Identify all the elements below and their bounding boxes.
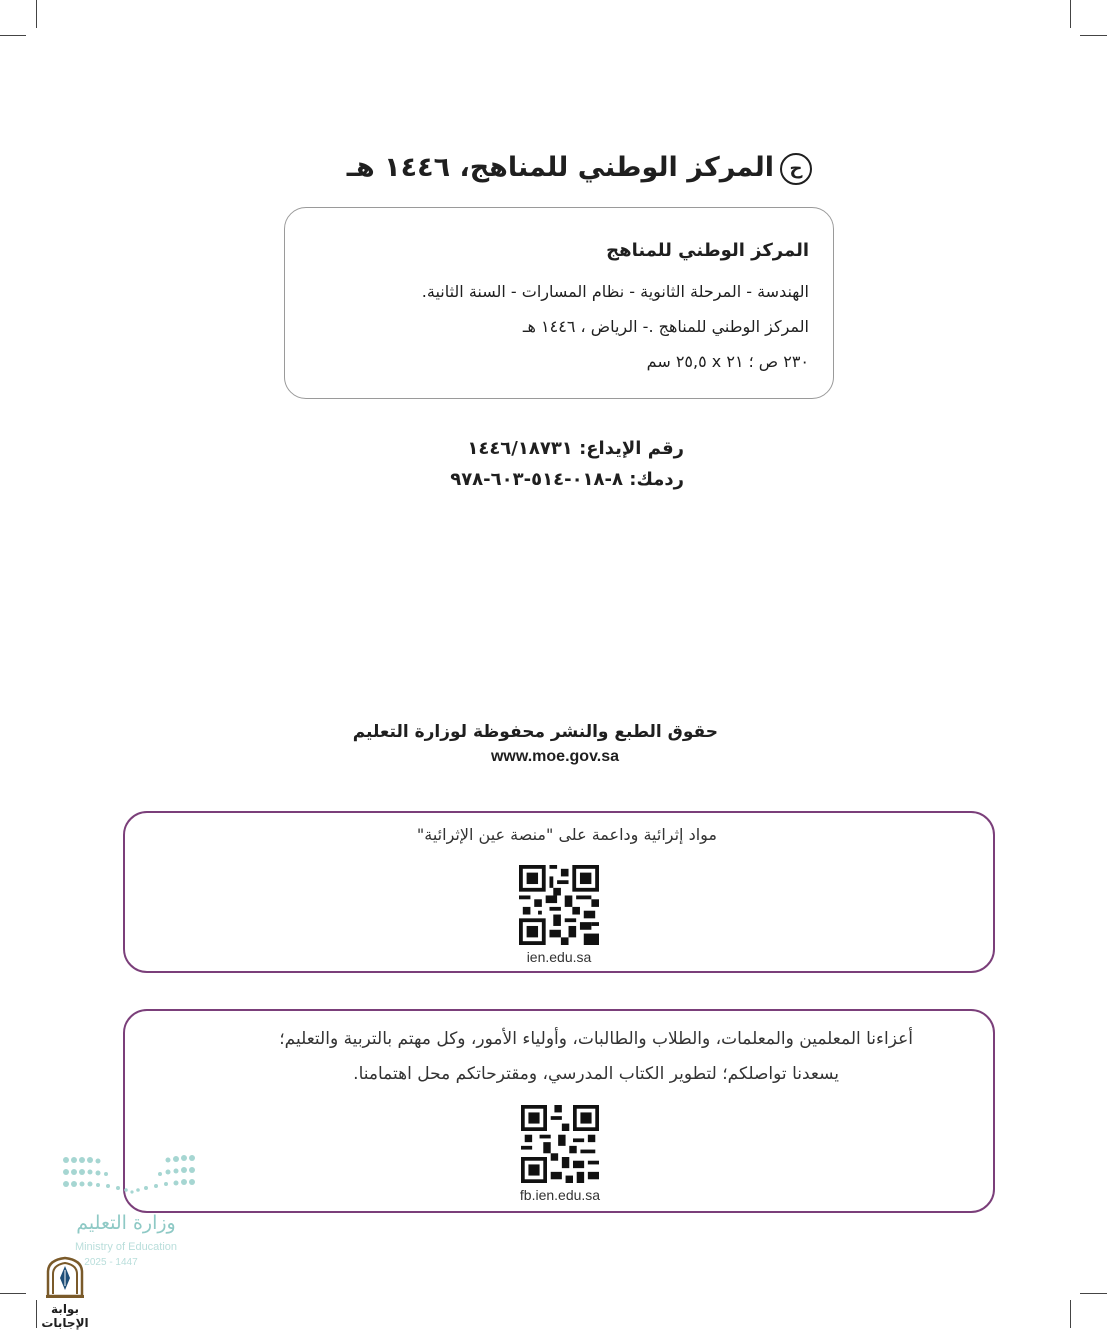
enrichment-box	[123, 811, 995, 973]
crop-mark	[0, 1293, 26, 1294]
book-pen-icon	[44, 1256, 86, 1300]
copyright-symbol: ح	[780, 153, 812, 185]
crop-mark	[36, 0, 37, 28]
page-title	[340, 152, 812, 185]
ministry-year: 2025 - 1447	[84, 1257, 138, 1268]
crop-mark	[1070, 0, 1071, 28]
crop-mark	[1070, 1300, 1071, 1328]
cip-pages: ٢٣٠ ص ؛ ٢١ x ٢٥,٥ سم	[646, 352, 809, 371]
ministry-url[interactable]: www.moe.gov.sa	[490, 748, 620, 765]
cataloging-box	[284, 207, 834, 399]
enrichment-qr-code[interactable]	[519, 865, 599, 945]
ministry-logo-dots	[60, 1152, 200, 1198]
ministry-name-ar: وزارة التعليم	[76, 1212, 176, 1234]
watermark-text: بوابة الإجابات	[41, 1302, 89, 1330]
title-text: المركز الوطني للمناهج، ١٤٤٦ هـ	[346, 152, 774, 183]
cip-publisher: المركز الوطني للمناهج .- الرياض ، ١٤٤٦ هـ	[522, 317, 809, 336]
crop-mark	[0, 35, 26, 36]
isbn: ردمك: ٨-٠١٨-٥١٤-٦٠٣-٩٧٨	[450, 469, 684, 490]
cip-author: المركز الوطني للمناهج	[606, 240, 809, 261]
enrichment-text: مواد إثرائية وداعمة على "منصة عين الإثرائية"	[416, 825, 717, 844]
feedback-line-1: أعزاءنا المعلمين والمعلمات، والطلاب والطالبات، وأولياء الأمور، وكل مهتم بالتربية والتعليم؛	[279, 1029, 913, 1049]
feedback-line-2: يسعدنا تواصلكم؛ لتطوير الكتاب المدرسي، ومقترحاتكم محل اهتمامنا.	[353, 1064, 839, 1084]
cip-subject: الهندسة - المرحلة الثانوية - نظام المسارات - السنة الثانية.	[421, 282, 809, 301]
crop-mark	[1080, 1293, 1107, 1294]
copyright-notice: حقوق الطبع والنشر محفوظة لوزارة التعليم	[352, 722, 718, 742]
feedback-qr-label[interactable]: fb.ien.edu.sa	[519, 1187, 601, 1203]
feedback-qr-code[interactable]	[521, 1105, 599, 1183]
crop-mark	[1080, 35, 1107, 36]
enrichment-qr-label[interactable]: ien.edu.sa	[526, 949, 592, 965]
deposit-number: رقم الإيداع: ١٤٤٦/١٨٧٣١	[467, 438, 684, 459]
ministry-name-en: Ministry of Education	[74, 1241, 178, 1253]
feedback-box	[123, 1009, 995, 1213]
